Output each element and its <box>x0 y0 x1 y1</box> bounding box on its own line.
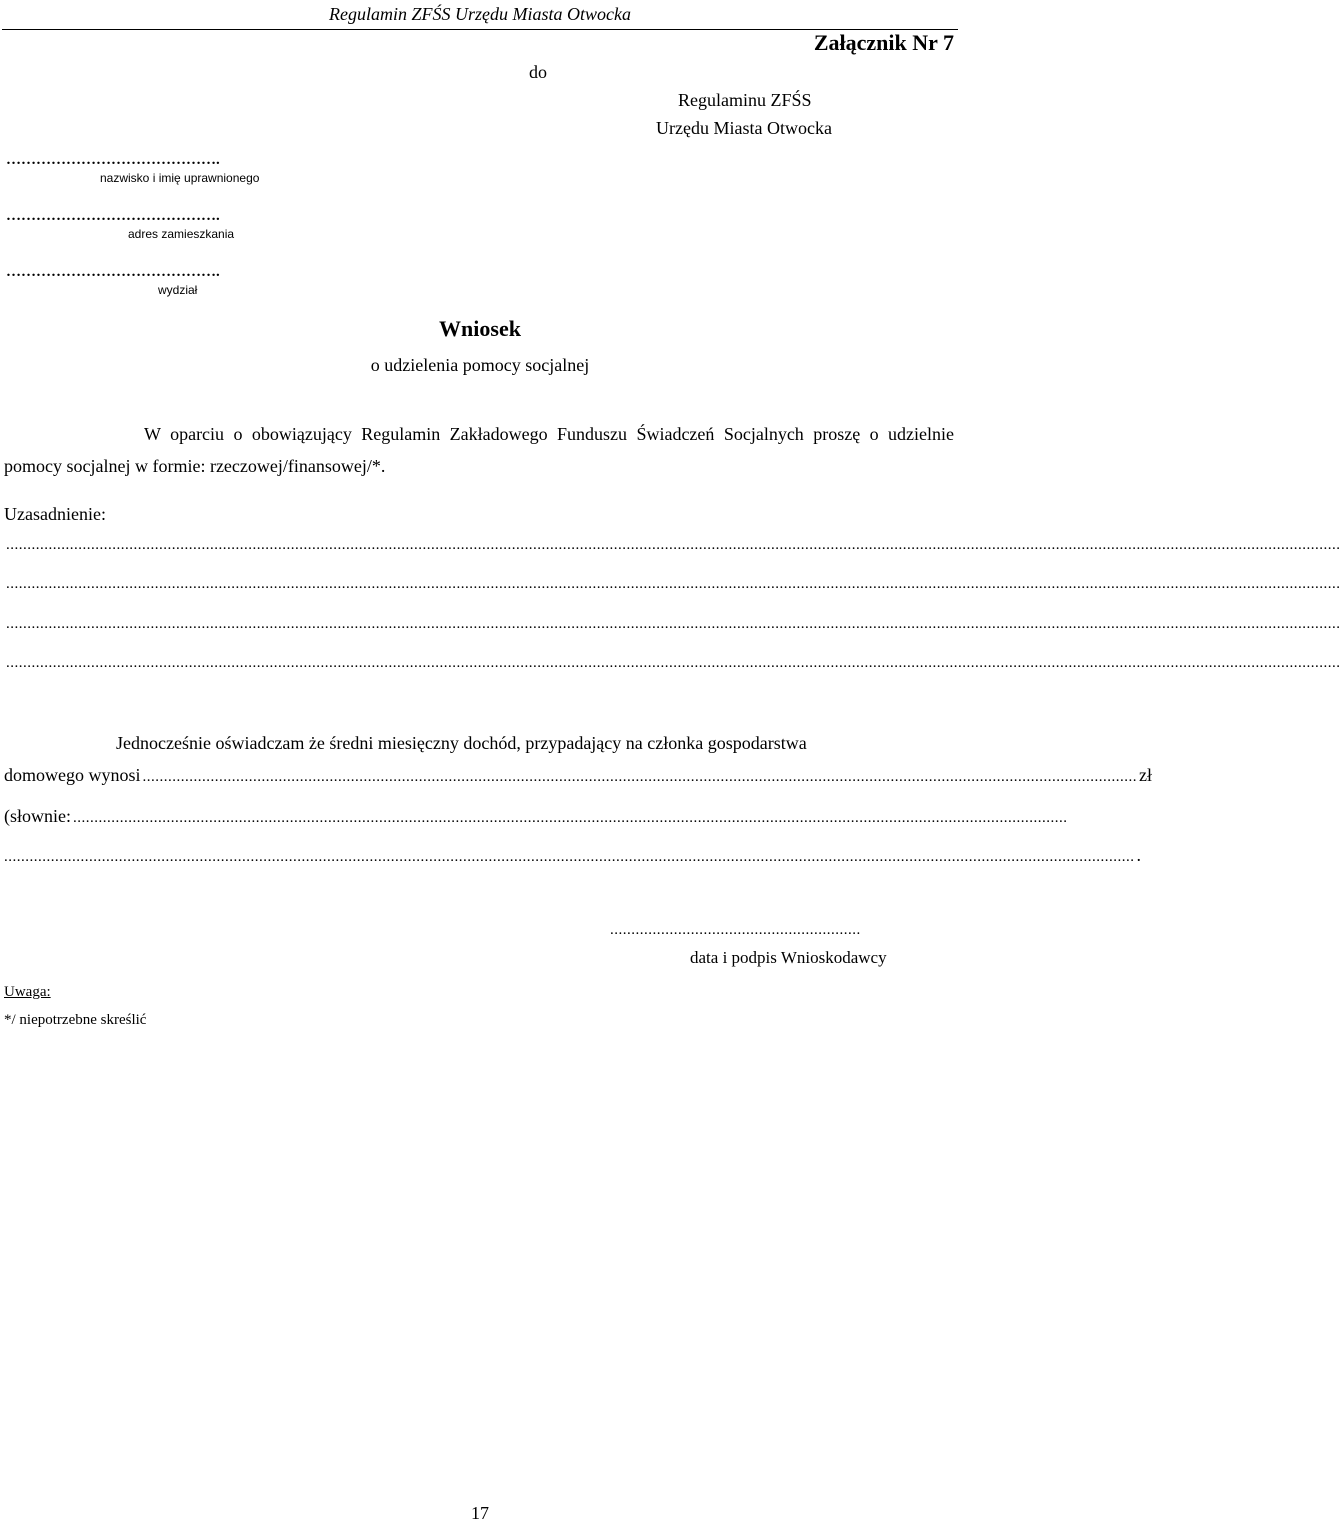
justification-label: Uzasadnienie: <box>4 504 106 524</box>
amount-in-words-field-2[interactable]: .......................................................................................................................................................................................................................................................................... <box>4 849 1135 865</box>
line-end-dot: . <box>1136 845 1141 865</box>
request-paragraph-text: W oparciu o obowiązujący Regulamin Zakładowego Funduszu Świadczeń Socjalnych proszę o udzielnie pomocy socjalnej w formie: rzeczowej/finansowej/*. <box>4 424 954 476</box>
note-label: Uwaga: <box>4 984 51 1000</box>
justification-line-2[interactable]: .......................................................................................................................................................................................................................................................................................................................... <box>6 576 1341 592</box>
attachment-title: Załącznik Nr 7 <box>813 30 954 55</box>
attachment-regulation: Regulaminu ZFŚS <box>678 90 812 110</box>
justification-line-4[interactable]: .......................................................................................................................................................................................................................................................................................................................... <box>6 655 1341 671</box>
document-title: Wniosek <box>439 316 521 341</box>
amount-in-words-label: (słownie: <box>4 806 71 826</box>
declaration-paragraph <box>4 727 954 759</box>
department-field-caption: wydział <box>158 283 198 297</box>
amount-in-words-continuation <box>4 845 1141 866</box>
declaration-paragraph-text: Jednocześnie oświadczam że średni miesięczny dochód, przypadający na członka gospodarstwa <box>116 733 807 753</box>
attachment-to: do <box>529 62 547 82</box>
signature-caption: data i podpis Wnioskodawcy <box>690 948 887 967</box>
running-header: Regulamin ZFŚS Urzędu Miasta Otwocka <box>329 4 631 24</box>
request-paragraph <box>4 418 954 482</box>
amount-in-words-row <box>4 806 1068 827</box>
name-field[interactable]: ……………………………………. <box>6 152 220 168</box>
department-field[interactable]: ……………………………………. <box>6 264 220 280</box>
attachment-office: Urzędu Miasta Otwocka <box>656 118 832 138</box>
income-amount-field[interactable]: .......................................................................................................................................................................................................................................... <box>142 769 1137 785</box>
document-subtitle: o udzielenia pomocy socjalnej <box>370 355 590 375</box>
name-field-caption: nazwisko i imię uprawnionego <box>100 171 260 185</box>
amount-in-words-field[interactable]: .......................................................................................................................................................................................................................................... <box>73 810 1068 826</box>
income-label: domowego wynosi <box>4 765 141 785</box>
justification-line-1[interactable]: .......................................................................................................................................................................................................................................................................................................................... <box>6 537 1341 553</box>
justification-line-3[interactable]: .......................................................................................................................................................................................................................................................................................................................... <box>6 616 1341 632</box>
address-field[interactable]: ……………………………………. <box>6 208 220 224</box>
income-row <box>4 765 1152 786</box>
address-field-caption: adres zamieszkania <box>128 227 235 241</box>
signature-field[interactable]: ........................................................... <box>610 922 861 938</box>
currency-label: zł <box>1139 765 1152 785</box>
page-number: 17 <box>471 1503 489 1523</box>
note-text: */ niepotrzebne skreślić <box>4 1012 147 1028</box>
